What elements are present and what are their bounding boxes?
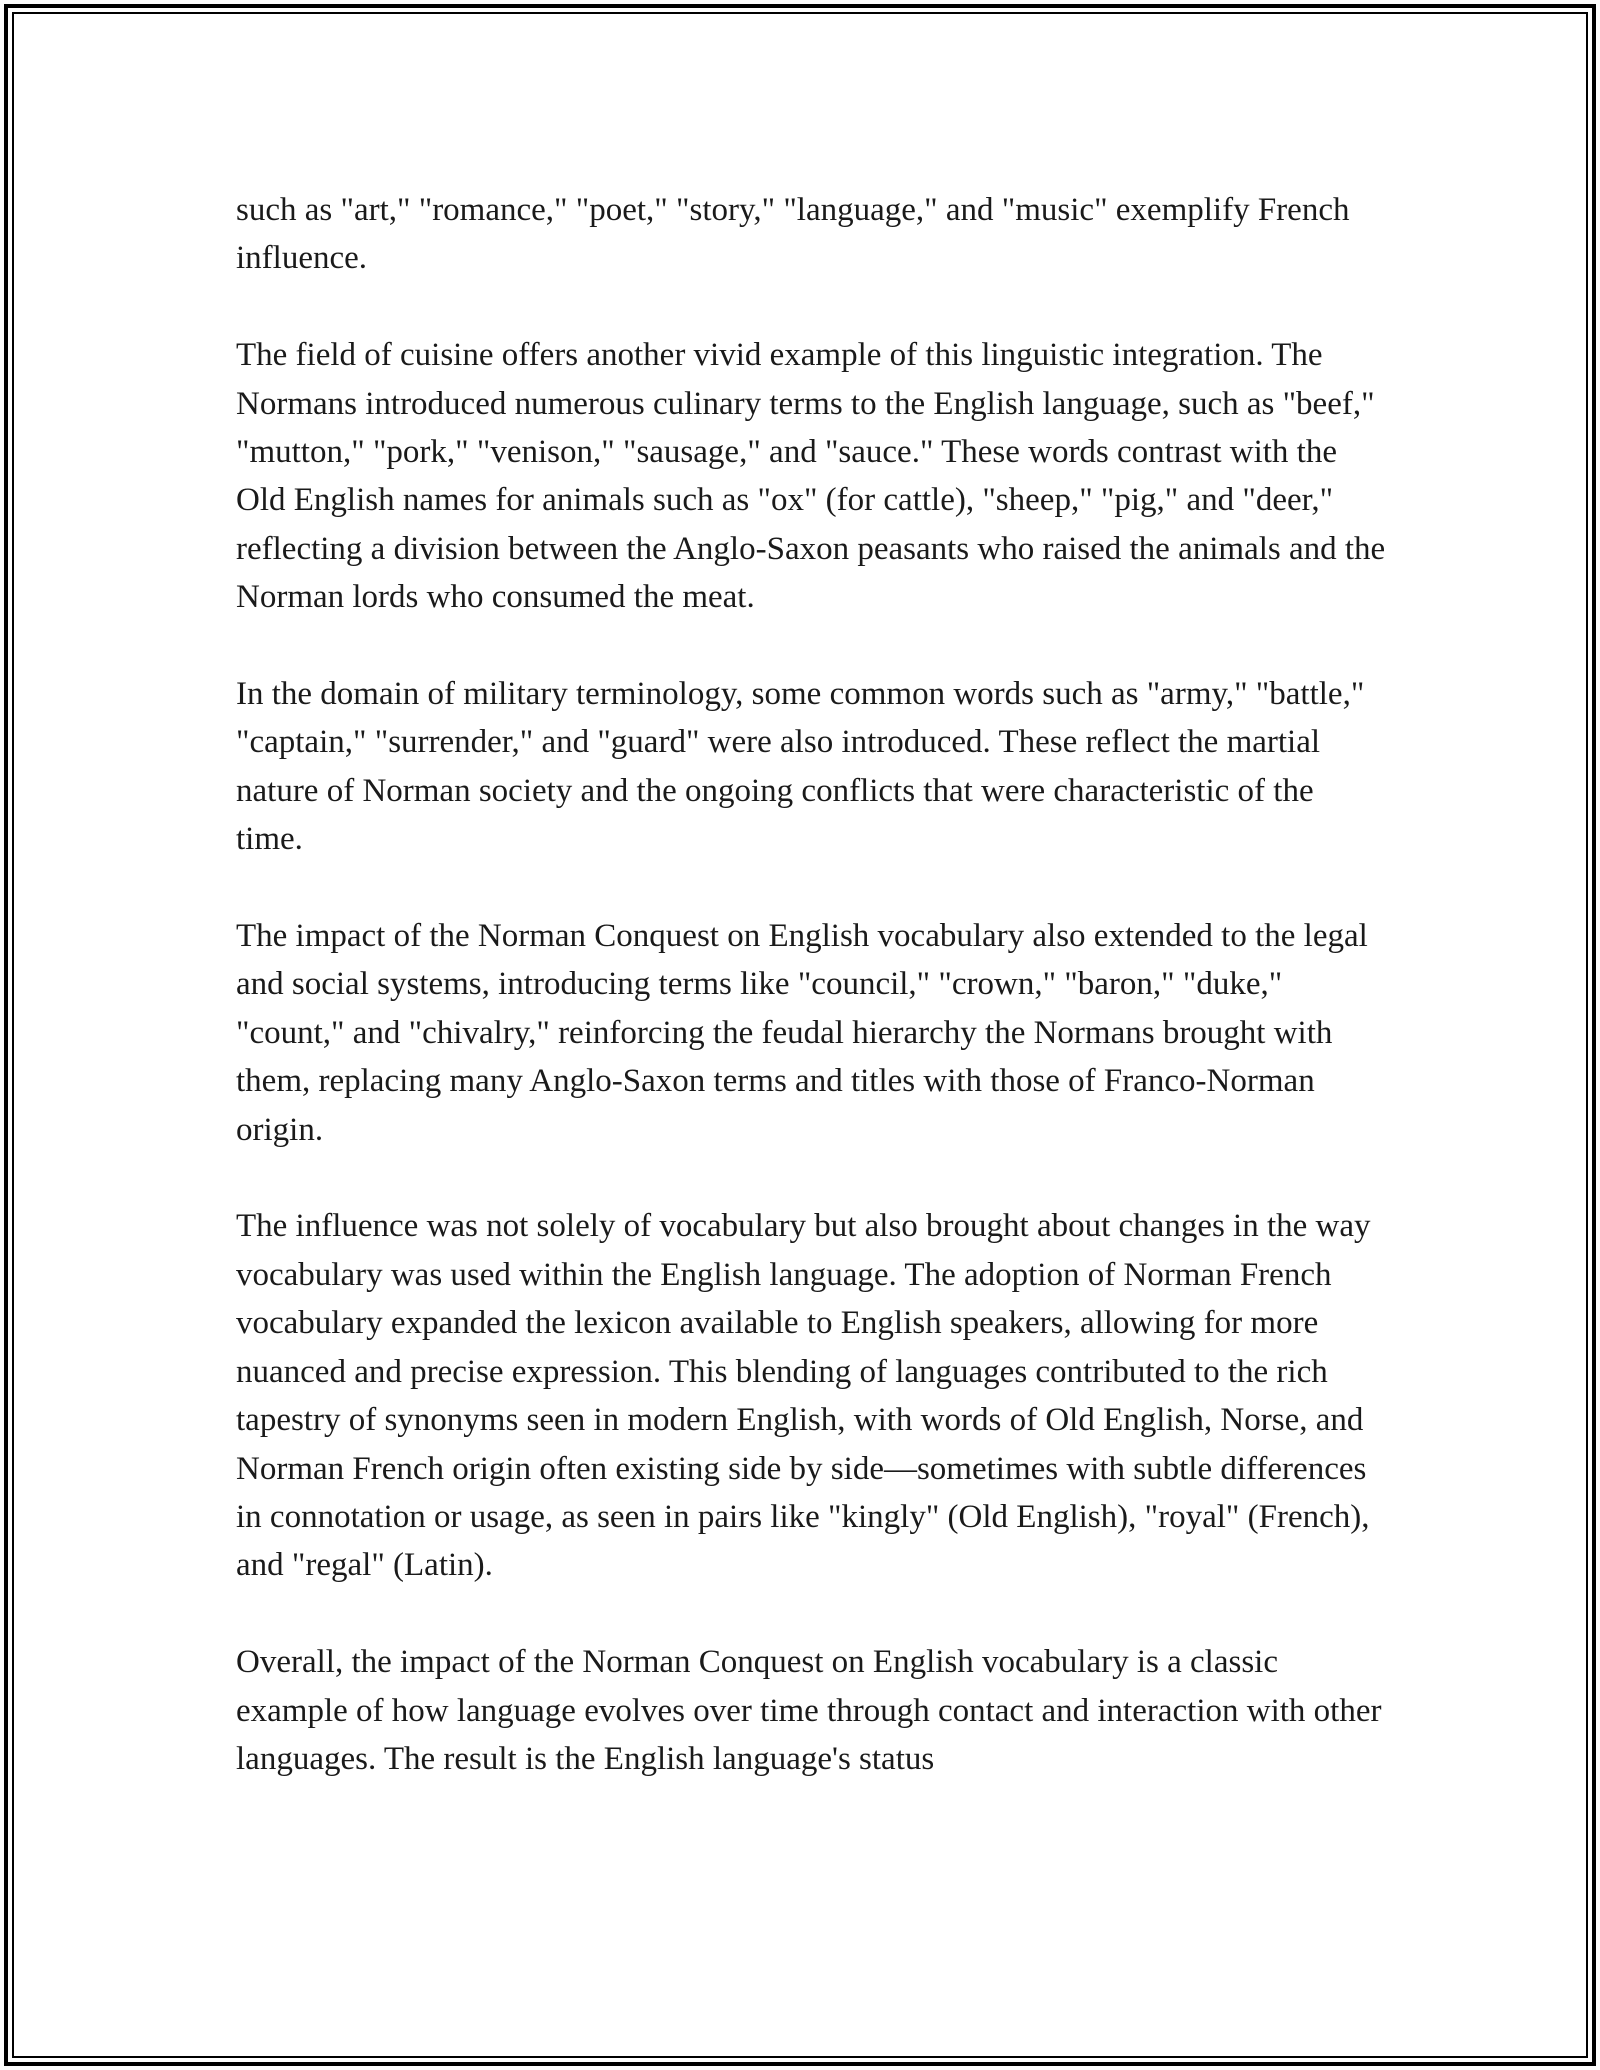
paragraph-overall: Overall, the impact of the Norman Conquest on English vocabulary is a classic example of how language evolves over time through contact and interaction with other languages. The result is the English language's status [236,1644,1382,1777]
paragraph-legal-social: The impact of the Norman Conquest on English vocabulary also extended to the legal and social systems, introducing terms like "council," "crown," "baron," "duke," "count," and "chivalry," reinforcing the feudal hierarchy the Normans brought with them, replacing many Anglo-Saxon terms and titles with those of Franco-Norman origin. [236,918,1368,1148]
paragraph-military: In the domain of military terminology, some common words such as "army," "battle," "captain," "surrender," and "guard" were also introduced. These reflect the martial nature of Norman society and the ongoing conflicts that were characteristic of the time. [236,676,1365,858]
paragraph-usage-changes: The influence was not solely of vocabulary but also brought about changes in the way vocabulary was used within the English language. The adoption of Norman French vocabulary expanded the lexicon available to English speakers, allowing for more nuanced and precise expression. This blending of languages contributed to the rich tapestry of synonyms seen in modern English, with words of Old English, Norse, and Norman French origin often existing side by side—sometimes with subtle differences in connotation or usage, as seen in pairs like "kingly" (Old English), "royal" (French), and "regal" (Latin). [236,1208,1371,1584]
document-body [236,186,1386,1783]
paragraph-cuisine: The field of cuisine offers another vivid example of this linguistic integration. The Normans introduced numerous culinary terms to the English language, such as "beef," "mutton," "pork," "venison," "sausage," and "sauce." These words contrast with the Old English names for animals such as "ox" (for cattle), "sheep," "pig," and "deer," reflecting a division between the Anglo-Saxon peasants who raised the animals and the Norman lords who consumed the meat. [236,337,1386,616]
paragraph-french-influence: such as "art," "romance," "poet," "story," "language," and "music" exemplify French influence. [236,192,1350,277]
